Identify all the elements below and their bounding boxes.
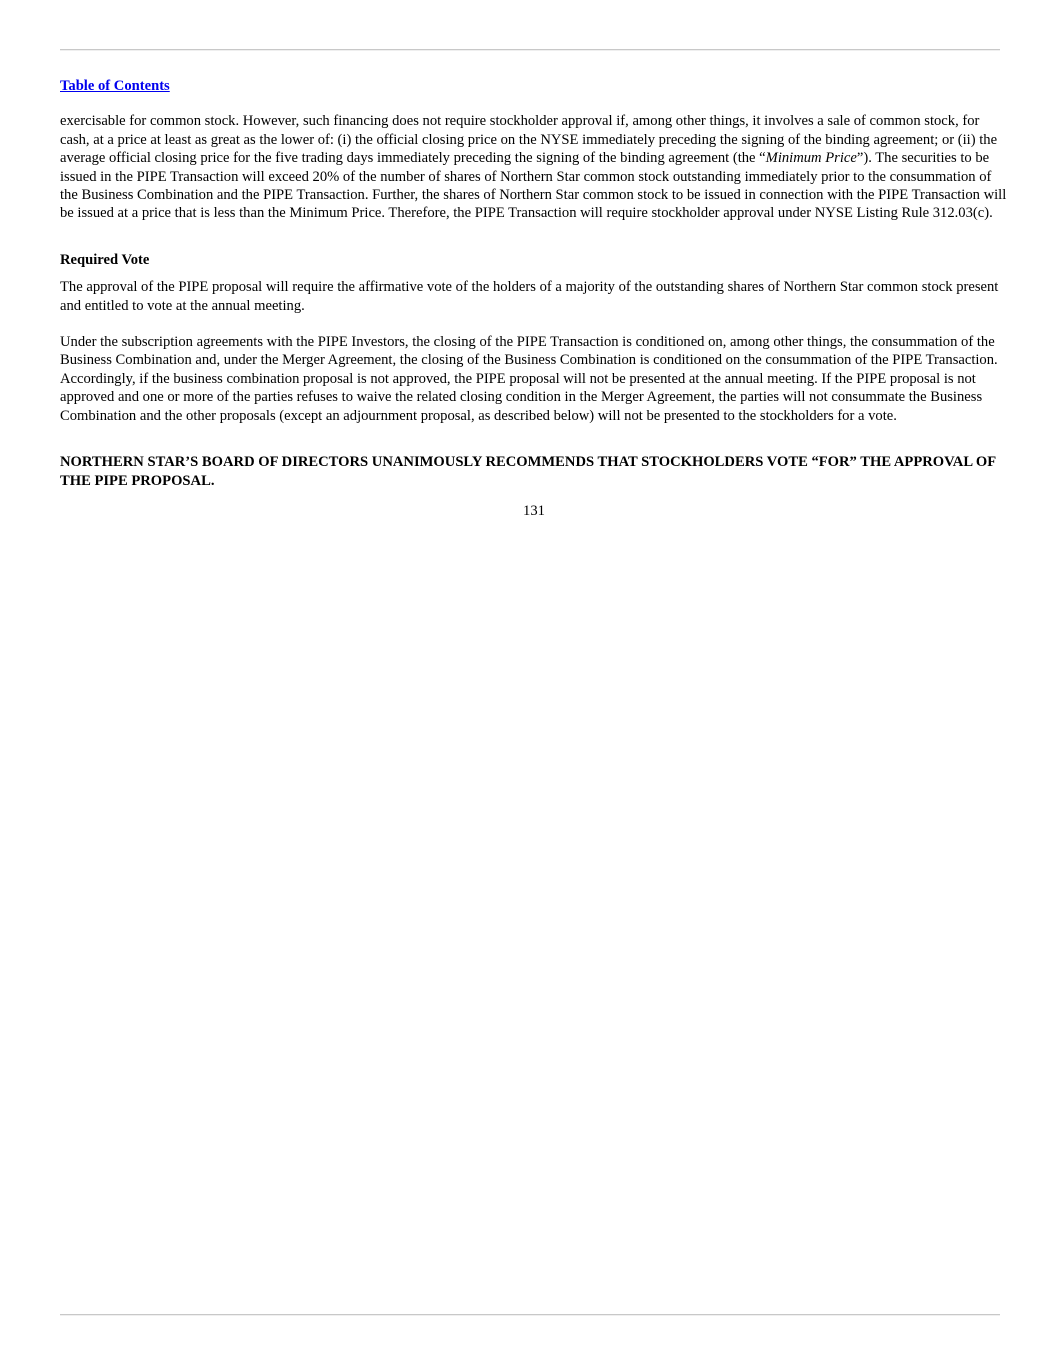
paragraph-pipe-financing: [60, 112, 1008, 222]
document-body: [60, 77, 1008, 520]
paragraph-required-vote: The approval of the PIPE proposal will require the affirmative vote of the holders of a majority of the outstanding shares of Northern Star common stock present and entitled to vote at the annual meeting.: [60, 279, 999, 314]
bottom-divider: [60, 1314, 1000, 1315]
minimum-price-term: Minimum Price: [765, 150, 857, 167]
paragraph-pipe-financing-text-end: ”). The securities to be issued in the PIPE Transaction will exceed 20% of the number of shares of Northern Star common stock outstanding immediately prior to the consummation of the Business Combination and the PIPE Transaction. Further, the shares of Northern Star common stock to be issued in connection with the PIPE Transaction will be issued at a price that is less than the Minimum Price. Therefore, the PIPE Transaction will require stockholder approval under NYSE Listing Rule 312.03(c).: [60, 150, 1007, 222]
paragraph-pipe-financing-text-start: exercisable for common stock. However, such financing does not require stockholder approval if, among other things, it involves a sale of common stock, for cash, at a price at least as great as the lower of: (i) the official closing price on the NYSE immediately preceding the signing of the binding agreement; or (ii) the average official closing price for the five trading days immediately preceding the signing of the binding agreement (the “: [60, 113, 998, 167]
table-of-contents-link[interactable]: Table of Contents: [60, 78, 170, 94]
board-recommendation: NORTHERN STAR’S BOARD OF DIRECTORS UNANIMOUSLY RECOMMENDS THAT STOCKHOLDERS VOTE “FOR” THE APPROVAL OF THE PIPE PROPOSAL.: [60, 454, 996, 489]
required-vote-heading: Required Vote: [60, 251, 150, 268]
top-divider: [60, 49, 1000, 50]
page-number: 131: [523, 502, 545, 519]
paragraph-subscription-agreements: Under the subscription agreements with the PIPE Investors, the closing of the PIPE Transaction is conditioned on, among other things, the consummation of the Business Combination and, under the Merger Agreement, the closing of the Business Combination is conditioned on the consummation of the PIPE Transaction. Accordingly, if the business combination proposal is not approved, the PIPE proposal will not be presented at the annual meeting. If the PIPE proposal is not approved and one or more of the parties refuses to waive the related closing condition in the Merger Agreement, the parties will not consummate the Business Combination and the other proposals (except an adjournment proposal, as described below) will not be presented to the stockholders for a vote.: [60, 334, 998, 424]
